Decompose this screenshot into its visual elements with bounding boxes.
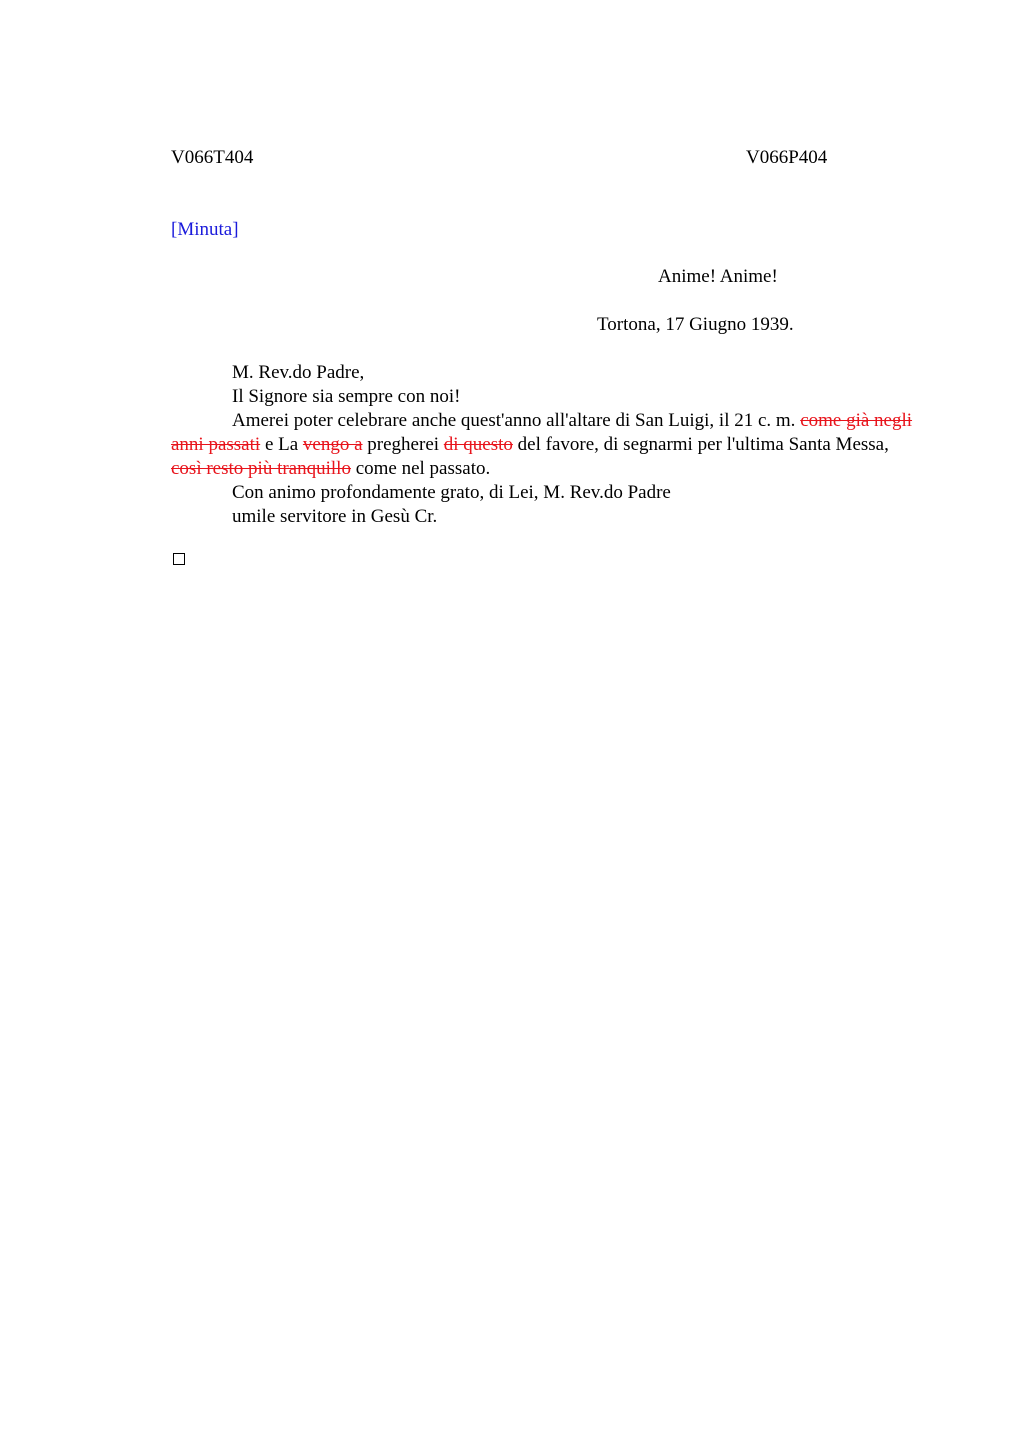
closing: Con animo profondamente grato, di Lei, M. Rev.do Padre [232, 482, 671, 503]
paragraph-text-1: Amerei poter celebrare anche quest'anno all'altare di San Luigi, il 21 c. m. [232, 410, 801, 431]
signature: umile servitore in Gesù Cr. [232, 506, 438, 527]
paragraph-text-4: del favore, di segnarmi per l'ultima Santa Messa, [512, 434, 889, 455]
greeting: Il Signore sia sempre con noi! [232, 386, 461, 407]
letter-body [171, 361, 917, 529]
deleted-text-2: vengo a [302, 434, 363, 455]
document-code-left: V066T404 [171, 147, 254, 168]
document-code-right: V066P404 [746, 147, 828, 168]
paragraph-text-2: e La [260, 434, 303, 455]
deleted-text-1: come già negli anni passati [171, 410, 913, 455]
deleted-text-3: di questo [443, 434, 513, 455]
main-paragraph [171, 409, 917, 481]
paragraph-text-5: come nel passato. [350, 458, 491, 479]
minuta-label: [Minuta] [171, 219, 239, 240]
dateline: Tortona, 17 Giugno 1939. [597, 314, 794, 335]
checkbox-glyph [173, 553, 185, 565]
salutation: M. Rev.do Padre, [232, 362, 365, 383]
deleted-text-4: così resto più tranquillo [171, 458, 351, 479]
paragraph-text-3: pregherei [362, 434, 444, 455]
motto: Anime! Anime! [658, 266, 778, 287]
